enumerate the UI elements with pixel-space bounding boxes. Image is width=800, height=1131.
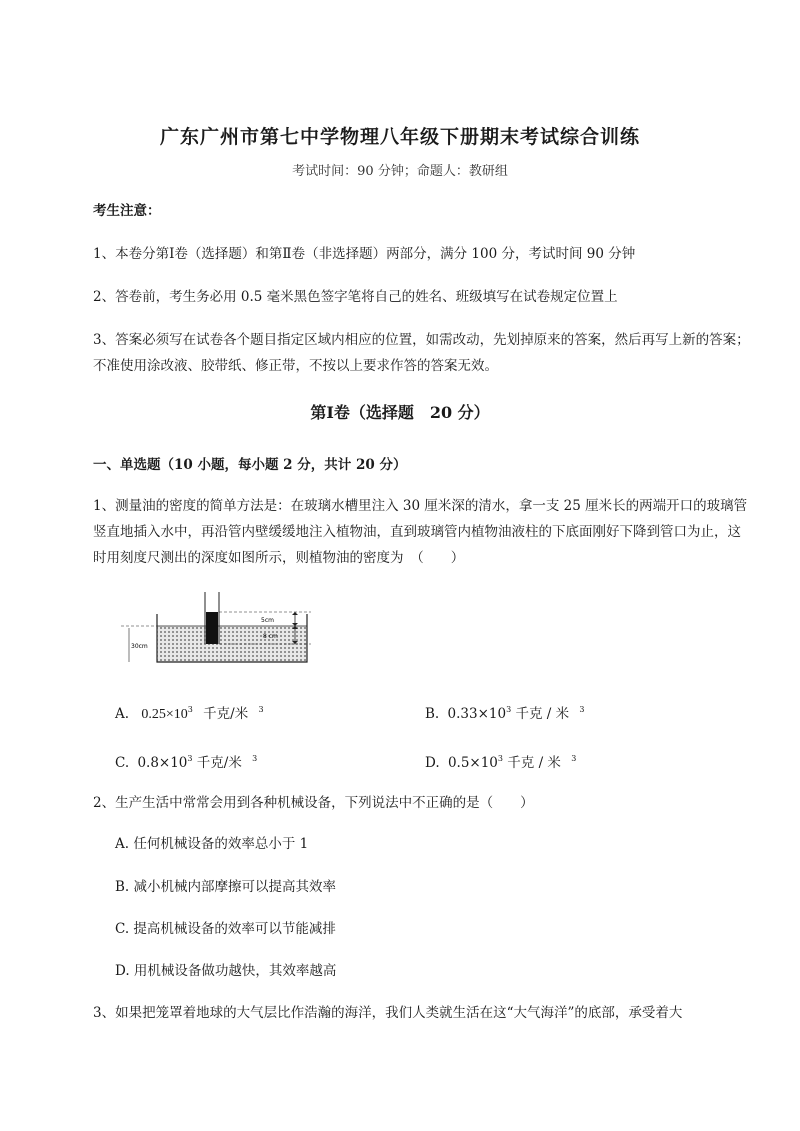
- q1-option-a[interactable]: [115, 700, 264, 725]
- option-b-exp: 3: [506, 705, 512, 714]
- option-c-prefix: C.: [115, 755, 130, 771]
- option-c-value: 0.8×10: [137, 755, 188, 771]
- arrow-head-2: [292, 623, 298, 626]
- option-b-value: 0.33×10: [447, 706, 507, 722]
- option-d-unit-exp: 3: [571, 754, 577, 763]
- q2-option-c[interactable]: C. 提高机械设备的效率可以节能减排: [115, 921, 336, 937]
- oil-column: [206, 612, 218, 644]
- option-a-unit-exp: 3: [258, 705, 264, 714]
- q1-option-b[interactable]: [425, 700, 585, 724]
- option-a-exp: 3: [187, 705, 193, 714]
- option-c-unit: 千克/米: [196, 755, 242, 771]
- q2-option-d[interactable]: D. 用机械设备做功越快，其效率越高: [115, 963, 337, 979]
- group-heading: 一、单选题（10 小题，每小题 2 分，共计 20 分）: [93, 457, 407, 473]
- option-a-value: 0.25×10: [141, 707, 188, 722]
- page-subtitle: 考试时间：90 分钟；命题人：教研组: [292, 164, 508, 179]
- q1-option-c[interactable]: [115, 749, 257, 773]
- section-title: 第Ⅰ卷（选择题 20 分）: [310, 403, 490, 422]
- option-d-value: 0.5×10: [447, 755, 498, 771]
- option-d-unit: 千克 / 米: [507, 755, 561, 771]
- notice-item-1: 1、本卷分第Ⅰ卷（选择题）和第Ⅱ卷（非选择题）两部分，满分 100 分，考试时间 90 分钟: [93, 246, 636, 262]
- q2-option-a[interactable]: A. 任何机械设备的效率总小于 1: [115, 836, 309, 852]
- q1-option-d[interactable]: [425, 749, 576, 773]
- option-c-exp: 3: [187, 754, 193, 763]
- option-b-unit: 千克 / 米: [515, 706, 570, 722]
- question-1-stem: 1、测量油的密度的简单方法是：在玻璃水槽里注入 30 厘米深的清水，拿一支 25 厘米长的两端开口的玻璃管竖直地插入水中，再沿管内壁缓缓地注入植物油，直到玻璃管内植物油液柱的下底面刚好下降到管口为止，这时用刻度尺测出的深度如图所示，则植物油的密度为 （ ）: [93, 498, 748, 566]
- option-b-unit-exp: 3: [579, 705, 585, 714]
- notice-heading: 考生注意：: [93, 203, 161, 219]
- page-title: 广东广州市第七中学物理八年级下册期末考试综合训练: [159, 126, 640, 148]
- right-dim-label-mid: 8 cm: [263, 633, 278, 640]
- q2-option-b[interactable]: B. 减小机械内部摩擦可以提高其效率: [115, 879, 337, 895]
- question-2-stem: 2、生产生活中常常会用到各种机械设备，下列说法中不正确的是（ ）: [93, 795, 534, 811]
- question-3-stem: 3、如果把笼罩着地球的大气层比作浩瀚的海洋，我们人类就生活在这“大气海洋”的底部，承受着大: [93, 1005, 683, 1021]
- right-dim-label-top: 5cm: [261, 617, 274, 624]
- option-c-unit-exp: 3: [252, 754, 258, 763]
- option-a-prefix: A.: [115, 706, 130, 722]
- question-1-figure: [115, 590, 315, 670]
- arrow-head-1: [292, 612, 298, 615]
- option-b-prefix: B.: [425, 706, 440, 722]
- option-d-prefix: D.: [425, 755, 440, 771]
- option-d-exp: 3: [497, 754, 503, 763]
- notice-item-2: 2、答卷前，考生务必用 0.5 毫米黑色签字笔将自己的姓名、班级填写在试卷规定位置上: [93, 289, 618, 305]
- notice-item-3: 3、答案必须写在试卷各个题目指定区域内相应的位置，如需改动，先划掉原来的答案，然后再写上新的答案；不准使用涂改液、胶带纸、修正带，不按以上要求作答的答案无效。: [93, 332, 750, 374]
- option-a-unit: 千克/米: [203, 706, 249, 722]
- left-dim-label: 30cm: [131, 643, 148, 650]
